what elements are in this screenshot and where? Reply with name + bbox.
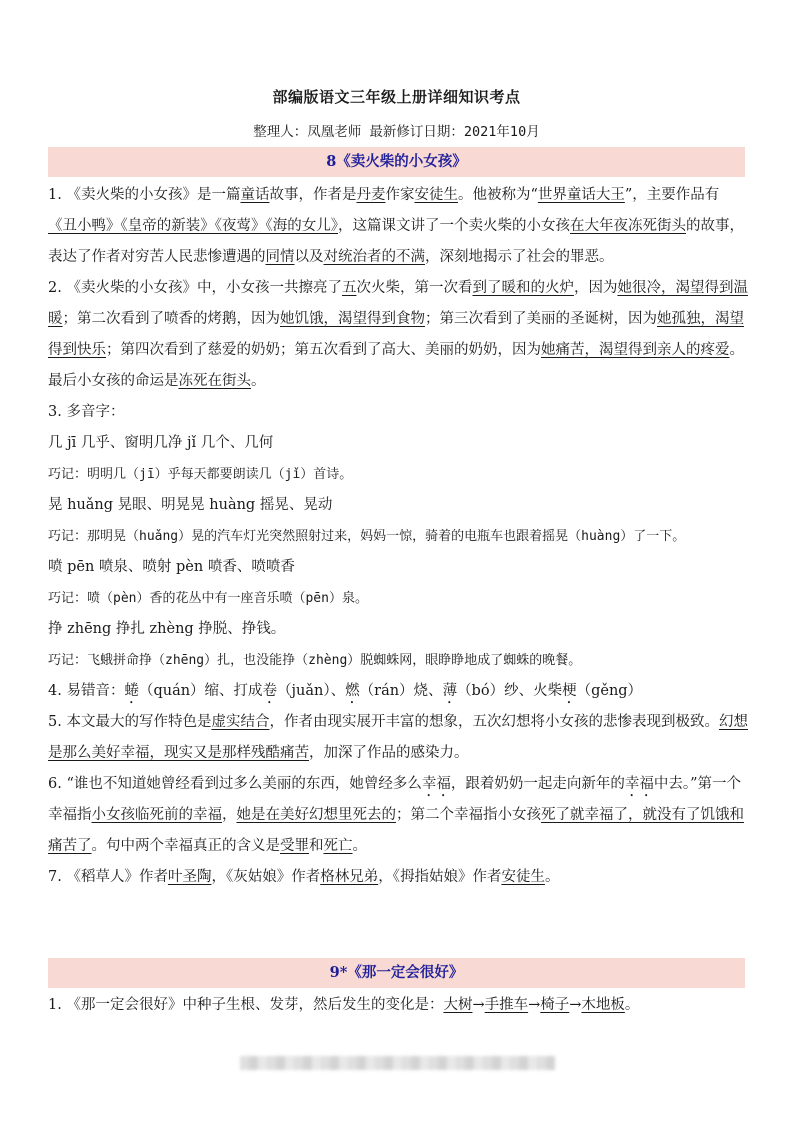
point-4: 4. 易错音：蜷（quán）缩、打成卷（juǎn）、燃（rán）烧、薄（bó）纱、火柴梗（gěng） (48, 683, 643, 699)
section-header-8: 8《卖火柴的小女孩》 (48, 147, 745, 177)
mnemonic-zheng: 巧记：飞蛾拼命挣（zhēng）扎，也没能挣（zhèng）脱蜘蛛网，眼睁睁地成了蜘蛛的晚餐。 (48, 653, 582, 668)
point-5: 5. 本文最大的写作特色是虚实结合，作者由现实展开丰富的想象，五次幻想将小女孩的悲惨表现到极致。幻想是那么美好幸福，现实又是那样残酷痛苦，加深了作品的感染力。 (48, 714, 748, 761)
section-header-9: 9*《那一定会很好》 (48, 958, 745, 988)
mnemonic-huang: 巧记：那明晃（huǎng）晃的汽车灯光突然照射过来，妈妈一惊，骑着的电瓶车也跟着摇晃（huàng）了一下。 (48, 529, 686, 544)
arrow-icon: → (528, 997, 541, 1013)
blurred-watermark (240, 1056, 555, 1070)
point-1: 1. 《卖火柴的小女孩》是一篇童话故事，作者是丹麦作家安徒生。他被称为“世界童话大王”，主要作品有《丑小鸭》《皇帝的新装》《夜莺》《海的女儿》，这篇课文讲了一个卖火柴的小女孩在大年夜冻死街头的故事，表达了作者对穷苦人民悲惨遭遇的同情以及对统治者的不满，深刻地揭示了社会的罪恶。 (48, 187, 744, 265)
section-9-content (48, 990, 748, 1021)
point-7: 7. 《稻草人》作者叶圣陶，《灰姑娘》作者格林兄弟，《拇指姑娘》作者安徒生。 (48, 869, 560, 885)
polyphone-huang: 晃 huǎng 晃眼、明晃晃 huàng 摇晃、晃动 (48, 497, 333, 513)
page-title: 部编版语文三年级上册详细知识考点 (272, 88, 521, 106)
polyphone-pen: 喷 pēn 喷泉、喷射 pèn 喷香、喷喷香 (48, 559, 295, 575)
polyphone-ji: 几 jī 几乎、窗明几净 jǐ 几个、几何 (48, 435, 274, 451)
arrow-icon: → (569, 997, 582, 1013)
mnemonic-pen: 巧记：喷（pèn）香的花丛中有一座音乐喷（pēn）泉。 (48, 591, 368, 606)
point-3-heading: 3. 多音字： (48, 404, 125, 420)
section-9-point-1: 1. 《那一定会很好》中种子生根、发芽，然后发生的变化是：大树→手推车→椅子→木地板。 (48, 997, 640, 1013)
polyphone-zheng: 挣 zhēng 挣扎 zhèng 挣脱、挣钱。 (48, 621, 286, 637)
page-subtitle: 整理人：凤凰老师 最新修订日期：2021年10月 (253, 124, 540, 140)
point-6: 6. “谁也不知道她曾经看到过多么美丽的东西，她曾经多么幸福，跟着奶奶一起走向新年的幸福中去。”第一个幸福指小女孩临死前的幸福，她是在美好幻想里死去的；第二个幸福指小女孩死了就幸福了，就没有了饥饿和痛苦了。句中两个幸福真正的含义是受罪和死亡。 (48, 776, 744, 854)
point-2: 2. 《卖火柴的小女孩》中，小女孩一共擦亮了五次火柴，第一次看到了暖和的火炉，因为她很冷，渴望得到温暖；第二次看到了喷香的烤鹅，因为她饥饿，渴望得到食物；第三次看到了美丽的圣诞树，因为她孤独，渴望得到快乐；第四次看到了慈爱的奶奶；第五次看到了高大、美丽的奶奶，因为她痛苦，渴望得到亲人的疼爱。最后小女孩的命运是冻死在街头。 (48, 280, 748, 389)
arrow-icon: → (472, 997, 485, 1013)
section-8-content (48, 180, 748, 893)
mnemonic-ji: 巧记：明明几（jī）乎每天都要朗读几（jǐ）首诗。 (48, 467, 353, 482)
